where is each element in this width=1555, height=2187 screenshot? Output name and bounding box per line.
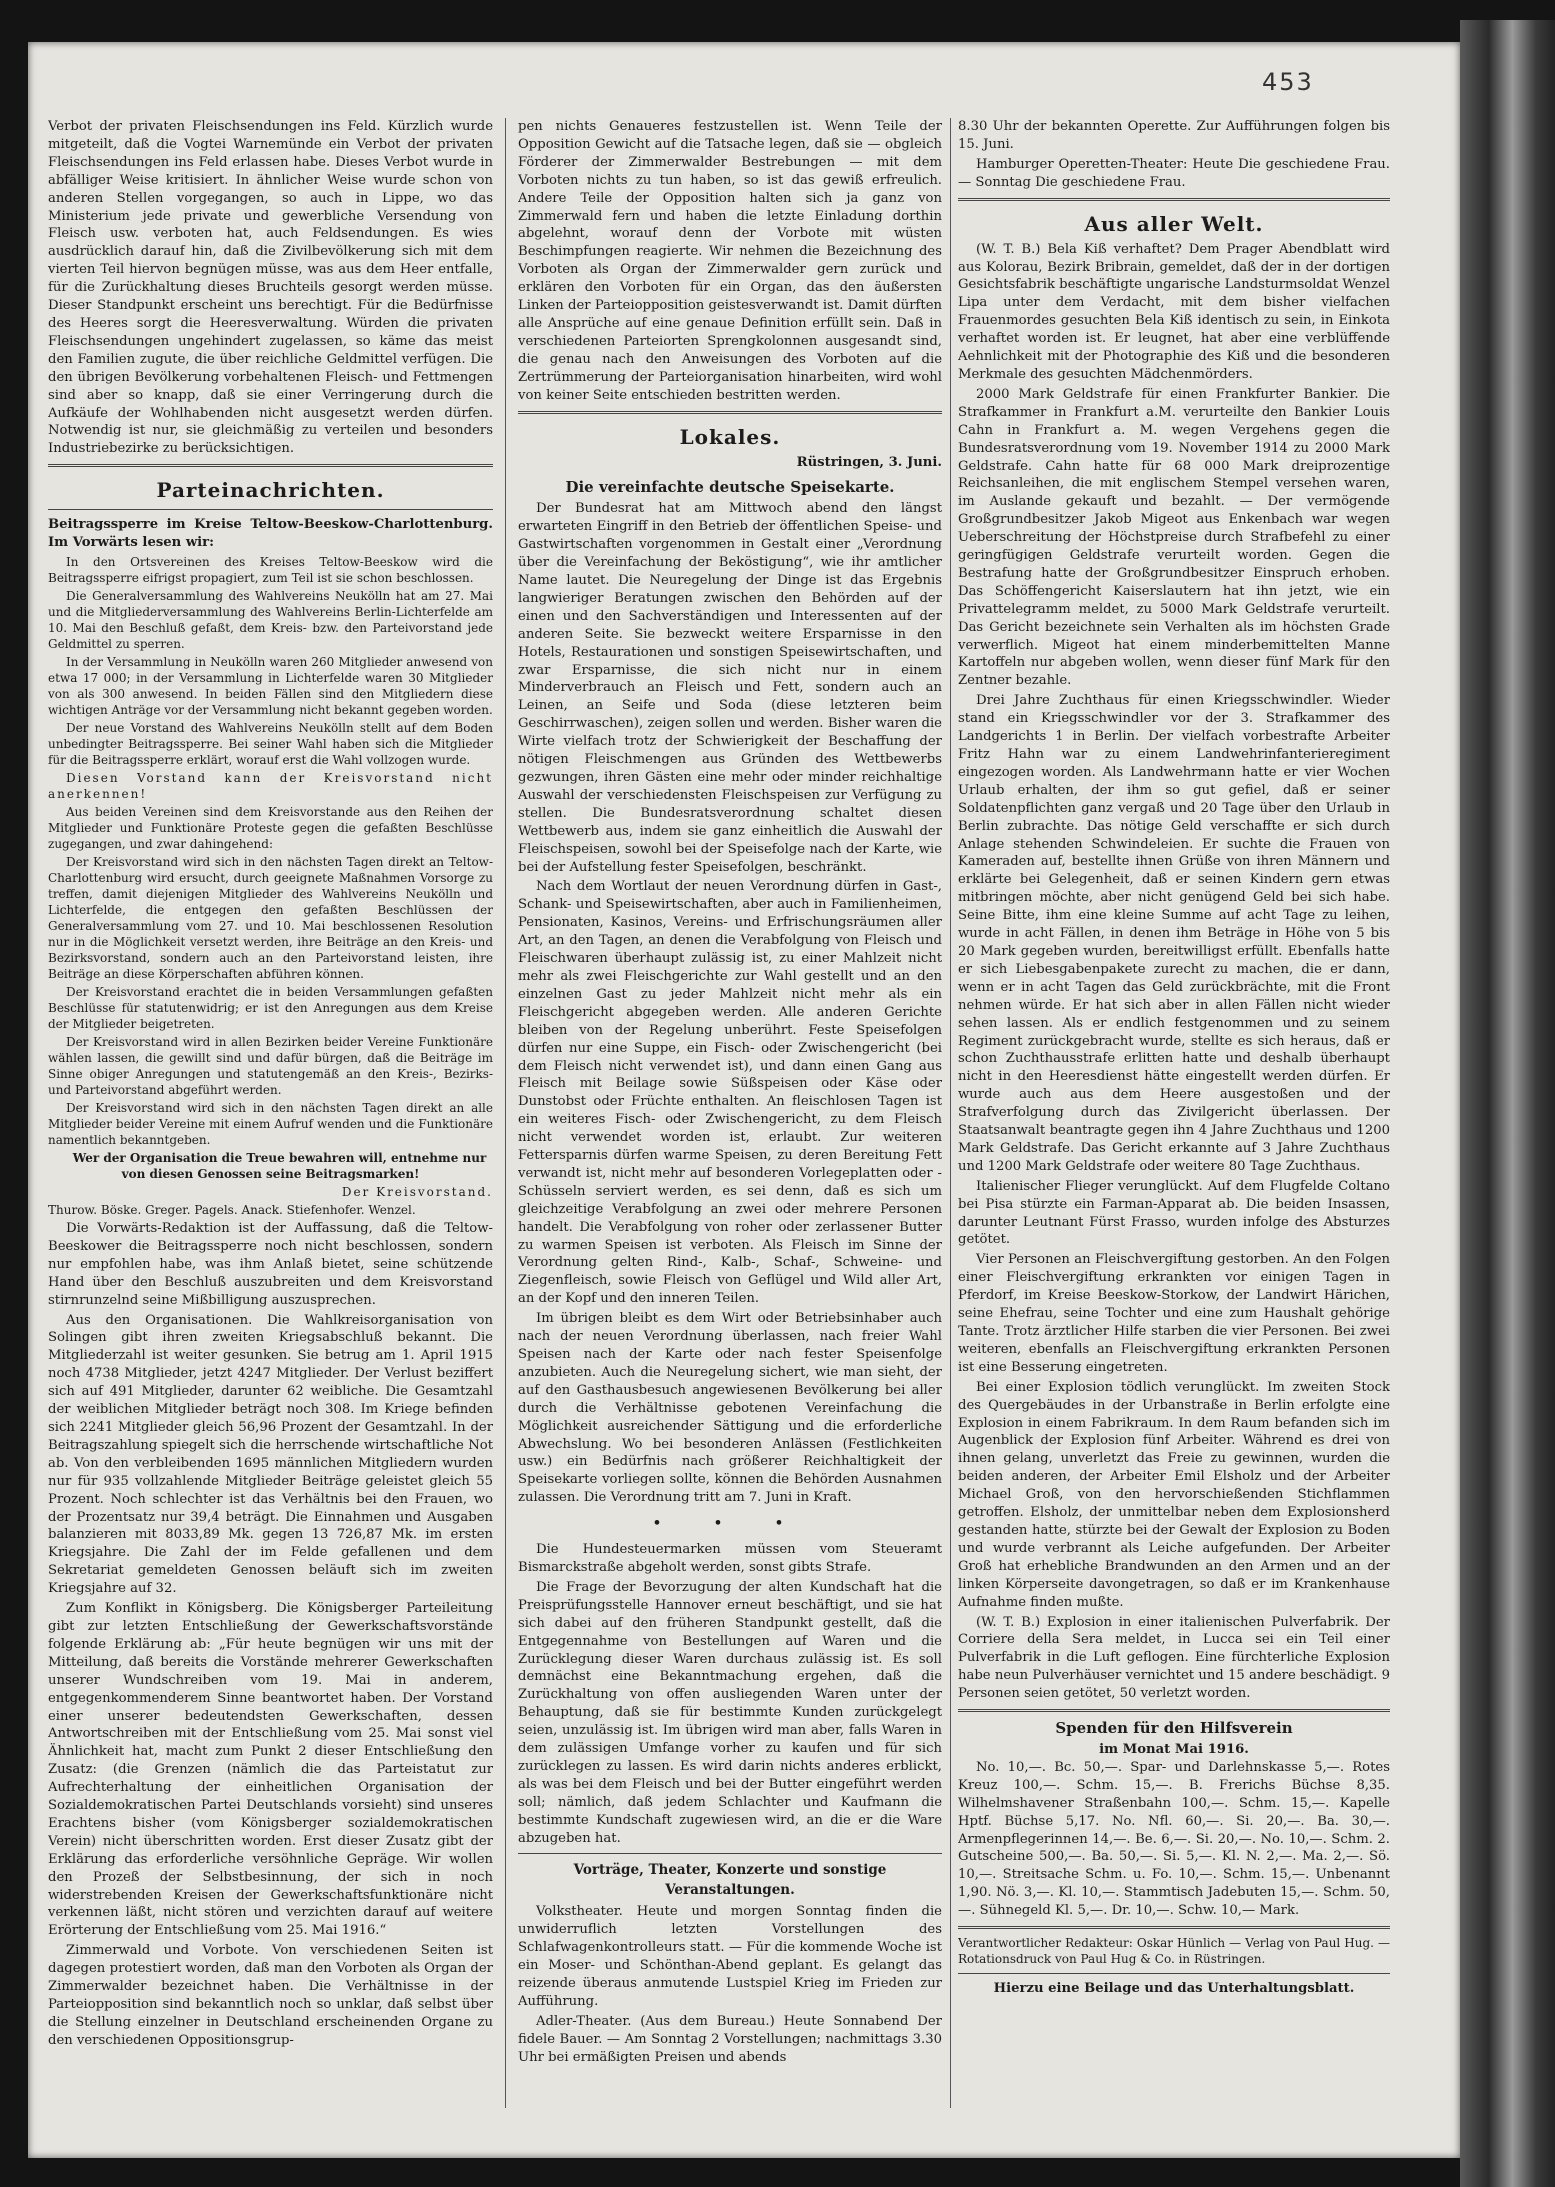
section-heading-lokales: Lokales. — [679, 424, 781, 449]
article-koenigsberg: Zum Konflikt in Königsberg. Die Königsberger Parteileitung gibt zur letzten Entschließung der Gewerkschaftsvorstände folgende Erklärung ab: „Für heute begnügen wir uns mit der Mitteilung, daß bereits die Vorstände mehrerer Gewerkschaften unserer Wundschreiben vom 19. Mai in anderem, entgegenkommenderem Sinne beantwortet haben. Der Vorstand einer unserer bedeutendsten Gewerkschaften, dessen Antwortschreiben mit der Entschließung vom 25. Mai sonst viel Ähnlichkeit hat, macht zum Punkt 2 dieser Entschließung den Zusatz: (die Grenzen (nämlich die das Parteistatut zur Aufrechterhaltung der einheitlichen Organisation der Sozialdemokratischen Partei Deutschlands vorsieht) sind unseres Erachtens bisher (vom Königsberger sozialdemokratischen Verein) nicht überschritten worden. Erst dieser Zusatz gibt der Erklärung das erforderliche versöhnliche Gepräge. Wir wollen den Prozeß der Selbstbesinnung, der sich in noch widerstrebenden Kreisen der Gewerkschaftsfunktionäre nicht verkennen läßt, nicht stören und verzichten darauf auf weitere Erörterung der Entschließung vom 25. Mai 1916.“ — [48, 1601, 493, 1939]
article-paragraph: Der Kreisvorstand wird in allen Bezirken beider Vereine Funktionäre wählen lassen, die gewillt sind und dafür bürgen, daß die Beiträge im Sinne obiger Anregungen und statutengemäß an den Kreis-, Bezirks- und Parteivorstand abgeführt werden. — [48, 1035, 493, 1098]
page-number: 453 — [1262, 68, 1314, 96]
imprint: Verantwortlicher Redakteur: Oskar Hünlich — Verlag von Paul Hug. — Rotationsdruck von Paul Hug & Co. in Rüstringen. — [958, 1936, 1390, 1967]
section-heading-aus-aller-welt: Aus aller Welt. — [1084, 211, 1264, 236]
section-rule — [48, 509, 493, 510]
section-rule — [518, 411, 942, 414]
article-paragraph: In der Versammlung in Neukölln waren 260 Mitglieder anwesend von etwa 17 000; in der Versammlung in Lichterfelde waren 30 Mitglieder von als 300 anwesend. In beiden Fällen sind den Mitgliedern diese wichtigen Anträge vor der Versammlung nicht bekannt gegeben worden. — [48, 655, 493, 718]
signature: Der Kreisvorstand. — [341, 1185, 493, 1200]
article-bela-kiss: (W. T. B.) Bela Kiß verhaftet? Dem Prager Abendblatt wird aus Kolorau, Bezirk Bribrain, gemeldet, daß der in der dortigen Gesichtsfabrik beschäftigte ungarische Landsturmsoldat Wenzel Lipa unter dem Verdacht, mit dem bisher vielfachen Frauenmordes gesuchten Bela Kiß identisch zu sein, in Einkota verhaftet worden ist. Er leugnet, hat aber eine verblüffende Aehnlichkeit mit der Photographie des Kiß und die besonderen Merkmale des gesuchten Mädchenmörders. — [958, 241, 1390, 382]
dateline: Rüstringen, 3. Juni. — [796, 454, 942, 470]
section-separator: • • • — [652, 1516, 808, 1532]
article-organisationen: Aus den Organisationen. Die Wahlkreisorganisation von Solingen gibt ihren zweiten Kriegsabschluß bekannt. Die Mitgliederzahl ist weiter gesunken. Sie betrug am 1. April 1915 noch 4738 Mitglieder, jetzt 4247 Mitglieder. Der Verlust beziffert sich auf 491 Mitglieder, darunter 62 weibliche. Die Gesamtzahl der weiblichen Mitglieder beträgt noch 308. Im Kriege befinden sich 2241 Mitglieder gleich 56,96 Prozent der Gesamtzahl. In der Beitragszahlung spiegelt sich die herrschende wirtschaftliche Not ab. Von den verbleibenden 1695 männlichen Mitgliedern wurden nur für 935 vollzahlende Mitglieder Beiträge geleistet gleich 55 Prozent. Noch schlechter ist das Verhältnis bei den Frauen, wo der Prozentsatz nur 39,4 beträgt. Die Einnahmen und Ausgaben balanzieren mit 8033,89 Mk. gegen 13 726,87 Mk. im ersten Kriegsjahre. Die Zahl der im Felde gefallenen und dem Sekretariat gemeldeten Genossen beläuft sich im zweiten Kriegsjahre auf 32. — [48, 1312, 493, 1597]
article-explosion-italien: (W. T. B.) Explosion in einer italienischen Pulverfabrik. Der Corriere della Sera meldet, in Lucca sei ein Teil einer Pulverfabrik in die Luft geflogen. Eine fürchterliche Explosion habe neun Pulverhäuser vernichtet und 15 andere beschädigt. 9 Personen seien getötet, 50 verletzt worden. — [958, 1614, 1390, 1702]
article-paragraph: Diesen Vorstand kann der Kreisvorstand nicht anerkennen! — [48, 771, 493, 802]
column-left — [48, 118, 493, 2113]
article-zimmerwald: Zimmerwald und Vorbote. Von verschiedenen Seiten ist dagegen protestiert worden, daß man den Vorboten als Organ der Zimmerwalder bezeichnet haben. Die Verhältnisse in der Parteiopposition sind bekanntlich noch so unklar, daß selbst über die Stellung einzelner in Deutschland erscheinenden Organe zu den verschiedenen Oppositionsgrup- — [48, 1943, 493, 2048]
column-middle — [518, 118, 942, 2113]
section-rule — [958, 1926, 1390, 1929]
article-fleischsendungen: Verbot der privaten Fleischsendungen ins Feld. Kürzlich wurde mitgeteilt, daß die Vogtei Warnemünde ein Verbot der privaten Fleischsendungen ins Feld erlassen habe. Dieses Verbot wurde in abfälliger Weise kritisiert. In ähnlicher Weise wurde schon von anderen Stellen vorgegangen, so auch in Lippe, wo das Ministerium jede private und gewerbliche Versendung von Fleisch usw. verboten hat, auch Feldsendungen. Es wies ausdrücklich darauf hin, daß die Zivilbevölkerung sich mit dem vierten Teil hiervon begnügen müsse, was aus dem Heer entfalle, für die Zurückhaltung dieses Bruchteils gesorgt werden müsse. Dieser Standpunkt erscheint uns berechtigt. Für die Bedürfnisse des Heeres sorgt die Heeresverwaltung. Würden die privaten Fleischsendungen ungehindert zugelassen, so käme das meist den Familien zugute, die über reichliche Geldmittel verfügen. Die den übrigen Bevölkerung vorbehaltenen Fleisch- und Fettmengen sind aber so knapp, daß sie einer Verringerung durch die Aufkäufe der Wohlhabenden nicht ausgesetzt werden dürfen. Notwendig ist nur, sie gleichmäßig zu verteilen und besonders Industriebezirke zu berücksichtigen. — [48, 119, 493, 457]
article-continuation: pen nichts Genaueres festzustellen ist. Wenn Teile der Opposition Gewicht auf die Tatsache legen, daß sie — obgleich Förderer der Zimmerwalder Bestrebungen — mit dem Vorboten nichts zu tun haben, so ist das gewiß erfreulich. Andere Teile der Opposition halten sich ja ganz von Zimmerwald fern und haben die letzte Einladung dorthin abgelehnt, worauf denn der Vorbote mit wüsten Beschimpfungen reagierte. Wir nehmen die Bezeichnung des Vorboten als Organ der Zimmerwalder gern zurück und erklären den Vorboten für ein Organ, das den äußersten Linken der Parteiopposition geistesverwandt ist. Damit dürften alle Ansprüche auf eine genaue Definition erfüllt sein. Daß in verschiedenen Parteiorten Sprengkolonnen ausgesandt sind, die genau nach den Anweisungen des Vorboten auf die Zertrümmerung der Parteiorganisation hinarbeiten, wird wohl von keiner Seite entschieden bestritten werden. — [518, 119, 942, 403]
article-adler-theater: Adler-Theater. (Aus dem Bureau.) Heute Sonnabend Der fidele Bauer. — Am Sonntag 2 Vorstellungen; nachmittags 3.30 Uhr bei ermäßigten Preisen und abends — [518, 2013, 942, 2065]
article-hundesteuer: Die Hundesteuermarken müssen vom Steueramt Bismarckstraße abgeholt werden, sonst gibts Strafe. — [518, 1542, 942, 1575]
section-rule — [958, 198, 1390, 201]
article-kundschaft: Die Frage der Bevorzugung der alten Kundschaft hat die Preisprüfungsstelle Hannover erneut beschäftigt, und sie hat sich dabei auf den früheren Standpunkt gestellt, daß die Entgegennahme von Bestellungen auf Waren und die Zurücklegung dieser Waren durchaus zulässig ist. Es soll demnächst eine Bekanntmachung ergehen, daß die Zurückhaltung von offen ausliegenden Waren unter der Behauptung, daß sie für bestimmte Kunden zurückgelegt seien, unzulässig ist. Im übrigen wird man aber, falls Waren in dem zulässigen Umfange vorher zu kaufen und für sich zurücklegen zu lassen. Es wird darin nichts anderes erblickt, als was bei dem Fleisch und bei der Butter eingeführt werden soll; nämlich, daß jedem Schlachter und Kaufmann die bestimmte Kundschaft zugewiesen wird, an die er die Ware abzugeben hat. — [518, 1579, 942, 1846]
article-paragraph: Der Kreisvorstand wird sich in den nächsten Tagen direkt an alle Mitglieder beider Vereine mit einem Aufruf wenden und die Funktionäre namentlich bekanntgeben. — [48, 1101, 493, 1148]
column-divider — [505, 118, 506, 2108]
article-paragraph: Nach dem Wortlaut der neuen Verordnung dürfen in Gast-, Schank- und Speisewirtschaften, aber auch in Familienheimen, Pensionaten, Kasinos, Vereins- und Erfrischungsräumen aller Art, an den Tagen, an denen die Verabfolgung von Fleisch und Fleischwaren überhaupt zulässig ist, zu einer Mahlzeit nicht mehr als zwei Fleischgerichte zur Wahl gestellt und an den einzelnen Gast zu jeder Mahlzeit nicht mehr als ein Fleischgericht abgegeben werden. Alle anderen Gerichte bleiben von der Regelung unberührt. Feste Speisefolgen dürfen nur eine Suppe, ein Fisch- oder Zwischengericht (bei dem Fleisch nicht verwendet ist), und dann einen Gang aus Fleisch mit Beilage sowie Süßspeisen oder Käse oder Dunstobst oder Früchte enthalten. An fleischlosen Tagen ist ein weiteres Fisch- oder Zwischengericht, zu dem Fleisch nicht verwendet worden ist, erlaubt. Zur weiteren Fettersparnis dürfen warme Speisen, zu deren Bereitung Fett verwandt ist, nicht mehr auf besonderen Vorlegeplatten oder -Schüsseln serviert werden, es sei denn, daß es sich um gleichzeitige Verabfolgung an zwei oder mehrere Personen handelt. Die Verabfolgung von roher oder zerlassener Butter zu warmen Speisen ist verboten. Als Fleisch im Sinne der Verordnung gelten Rind-, Kalb-, Schaf-, Schweine- und Ziegenfleisch, sowie Fleisch von Geflügel und Wild aller Art, an der Kopf und den inneren Teilen. — [518, 879, 942, 1307]
article-heading-speisekarte: Die vereinfachte deutsche Speisekarte. — [565, 478, 895, 497]
supplement-note: Hierzu eine Beilage und das Unterhaltungsblatt. — [993, 1981, 1355, 1997]
column-right — [958, 118, 1390, 2113]
article-kriegsschwindler: Drei Jahre Zuchthaus für einen Kriegsschwindler. Wieder stand ein Kriegsschwindler vor der 3. Strafkammer des Landgerichts 1 in Berlin. Der vielfach vorbestrafte Arbeiter Fritz Hahn war zu einem Landwehrinfanterieregiment eingezogen worden. Als Landwehrmann hatte er vier Wochen Urlaub erhalten, der ihm so gut gefiel, daß er seiner Soldatenpflichten ganz vergaß und 20 Tage über den Urlaub in Berlin zubrachte. Das nötige Geld verschaffte er sich durch Anlage stehenden Schwindeleien. Er suchte die Frauen von Kameraden auf, bestellte ihnen Grüße von ihren Männern und erklärte bei Gelegenheit, daß er seinen Kindern gern etwas mitbringen möchte, aber nicht genügend Geld bei sich habe. Seine Bitte, ihm eine kleine Summe auf acht Tage zu leihen, wurde in acht Fällen, in denen ihm Beträge in Höhe von 5 bis 20 Mark gegeben wurden, bereitwilligst erfüllt. Ebenfalls hatte er sich Liebesgabenpakete zurecht zu machen, die er dann, wenn er in acht Tagen das Geld zurückbrächte, mit die Front nehmen würde. Er hat sich aber in allen Fällen nicht wieder sehen lassen. Als er endlich festgenommen und zu seinem Regiment zurückgebracht wurde, stellte es sich heraus, daß er schon Zuchthausstrafe erlitten hatte und deshalb überhaupt nicht in den Heeresdienst hätte eingestellt werden dürfen. Er wurde auch aus dem Heere ausgestoßen und der Strafverfolgung durch das Zivilgericht überlassen. Der Staatsanwalt beantragte gegen ihn 4 Jahre Zuchthaus und 1200 Mark Geldstrafe. Das Gericht erkannte auf 3 Jahre Zuchthaus und 1200 Mark Geldstrafe oder weitere 80 Tage Zuchthaus. — [958, 693, 1390, 1174]
section-rule — [48, 464, 493, 467]
section-heading-spenden: Spenden für den Hilfsverein — [1055, 1719, 1293, 1738]
article-bankier: 2000 Mark Geldstrafe für einen Frankfurter Bankier. Die Strafkammer in Frankfurt a.M. verurteilte den Bankier Louis Cahn in Frankfurt a. M. wegen Vergehens gegen die Bundesratsverordnung vom 19. November 1914 zu 2000 Mark Geldstrafe. Cahn hatte für 68 000 Mark dreiprozentige Reichsanleihen, die mit englischem Stempel versehen waren, im Auslande gekauft und bezahlt. — Der vermögende Großgrundbesitzer Jakob Migeot aus Enkenbach war wegen Ueberschreitung der Höchstpreise durch Strafbefehl zu einer geringfügigen Geldstrafe verurteilt worden. Gegen die Bestrafung hatte der Großgrundbesitzer Einspruch erhoben. Das Schöffengericht Kaiserslautern hat ihn jetzt, wie ein Privattelegramm meldet, zu 5000 Mark Geldstrafe verurteilt. Das Gericht bezeichnete sein Verhalten als im höchsten Grade verwerflich. Migeot hat einem minderbemittelten Manne Kartoffeln nur abgeben wollen, wenn dieser fünf Mark für den Zentner bezahle. — [958, 386, 1390, 689]
article-lead: Beitragssperre im Kreise Teltow-Beeskow-Charlottenburg. Im Vorwärts lesen wir: — [48, 517, 493, 551]
article-paragraph: Der neue Vorstand des Wahlvereins Neukölln stellt auf dem Boden unbedingter Beitragssperre. Bei seiner Wahl haben sich die Mitglieder für die Beitragssperre erklärt, worauf erst die Wahl vollzogen wurde. — [48, 721, 493, 768]
article-explosion-berlin: Bei einer Explosion tödlich verunglückt. Im zweiten Stock des Quergebäudes in der Urbanstraße in Berlin erfolgte eine Explosion in einem Fabrikraum. In dem Raum befanden sich im Augenblick der Explosion fünf Arbeiter. Während es drei von ihnen gelang, unverletzt das Freie zu gewinnen, wurden die beiden anderen, der Arbeiter Emil Elsholz und der Arbeiter Michael Groß, von den hervorschießenden Stichflammen getroffen. Elsholz, der unmittelbar neben dem Explosionsherd gestanden hatte, stürzte bei der Gewalt der Explosion zu Boden und wurde verbrannt als Leiche aufgefunden. Der Arbeiter Groß hat erhebliche Brandwunden an den Armen und an der linken Körperseite davongetragen, so daß er im Krankenhause Aufnahme finden mußte. — [958, 1379, 1390, 1610]
article-fleischvergiftung: Vier Personen an Fleischvergiftung gestorben. An den Folgen einer Fleischvergiftung erkrankten vor einigen Tagen in Pferdorf, im Kreise Beeskow-Storkow, der Landwirt Härichen, seine Ehefrau, seine Tochter und eine zum Haushalt gehörige Tante. Trotz ärztlicher Hilfe starben die vier Personen. Bei zwei weiteren, ebenfalls an Fleischvergiftung erkrankten Personen ist eine Besserung eingetreten. — [958, 1252, 1390, 1375]
article-paragraph: Im übrigen bleibt es dem Wirt oder Betriebsinhaber auch nach der neuen Verordnung überlassen, nach freier Wahl Speisen nach der Karte oder nach fester Speisenfolge anzubieten. Auch die Neuregelung sichert, wie man sieht, der auf den Gasthausbesuch angewiesenen Bevölkerung bei aller durch die Verhältnisse gebotenen Vereinfachung die Möglichkeit ausreichender Sättigung und die erforderliche Abwechslung. Wo bei besonderen Anlässen (Festlichkeiten usw.) ein Bedürfnis nach größerer Reichhaltigkeit der Speisekarte vorliegen sollte, können die Behörden Ausnahmen zulassen. Die Verordnung tritt am 7. Juni in Kraft. — [518, 1311, 942, 1506]
donations-list: No. 10,—. Bc. 50,—. Spar- und Darlehnskasse 5,—. Rotes Kreuz 100,—. Schm. 15,—. B. Frerichs Büchse 8,35. Wilhelmshavener Straßenbahn 100,—. Schm. 15,—. Kapelle Hptf. Büchse 5,17. No. Nfl. 60,—. Si. 20,—. Ba. 30,—. Armenpflegerinnen 14,—. Be. 6,—. Si. 20,—. No. 10,—. Schm. 2. Gutscheine 500,—. Ba. 50,—. Si. 5,—. Kl. N. 2,—. Ma. 2,—. Sö. 10,—. Streitsache Schm. u. Fo. 10,—. Schm. 15,—. Unbenannt 1,90. Nö. 3,—. Kl. 10,—. Stammtisch Jadebuten 15,—. Schm. 50,—. Sühnegeld Kl. 5,—. Dr. 10,—. Schw. 10,— Mark. — [958, 1759, 1390, 1919]
section-heading-parteinachrichten: Parteinachrichten. — [156, 478, 385, 503]
section-rule — [958, 1973, 1390, 1974]
article-paragraph: Der Kreisvorstand wird sich in den nächsten Tagen direkt an Teltow-Charlottenburg wird ersucht, durch geeignete Maßnahmen Vorsorge zu treffen, damit diejenigen Mitglieder des Wahlvereins Neukölln und Lichterfelde, die entgegen den gefaßten Beschlüssen der Generalversammlung vom 27. und 10. Mai beschlossenen Resolution nur in die Möglichkeit versetzt werden, ihre Beiträge an den Kreis- und Bezirksvorstand, sondern auch an den Parteivorstand leisten, ihre Beiträge an diese Körperschaften abführen können. — [48, 855, 493, 982]
article-paragraph: Wer der Organisation die Treue bewahren will, entnehme nur von diesen Genossen seine Beitragsmarken! — [72, 1151, 487, 1182]
section-rule — [518, 1853, 942, 1854]
article-continuation: 8.30 Uhr der bekannten Operette. Zur Aufführungen folgen bis 15. Juni. — [958, 119, 1390, 152]
section-heading-veranstaltungen: Vorträge, Theater, Konzerte und sonstige Veranstaltungen. — [573, 1862, 887, 1899]
article-hamburger-theater: Hamburger Operetten-Theater: Heute Die geschiedene Frau. — Sonntag Die geschiedene Frau. — [958, 156, 1390, 190]
article-paragraph: In den Ortsvereinen des Kreises Teltow-Beeskow wird die Beitragssperre eifrigst propagiert, zum Teil ist sie schon beschlossen. — [48, 555, 493, 586]
article-flieger: Italienischer Flieger verunglückt. Auf dem Flugfelde Coltano bei Pisa stürzte ein Farman-Apparat ab. Die beiden Insassen, darunter Leutnant Fürst Frasso, wurden infolge des Absturzes getötet. — [958, 1178, 1390, 1248]
article-volkstheater: Volkstheater. Heute und morgen Sonntag finden die unwiderruflich letzten Vorstellungen des Schlafwagenkontrolleurs statt. — Für die kommende Woche ist ein Moser- und Schönthan-Abend geplant. Es gelangt das reizende überaus anmutende Lustspiel Krieg im Frieden zur Aufführung. — [518, 1904, 942, 2009]
article-paragraph: Die Generalversammlung des Wahlvereins Neukölln hat am 27. Mai und die Mitgliederversammlung des Wahlvereins Berlin-Lichterfelde am 10. Mai den Beschluß gefaßt, dem Kreis- bzw. den Parteivorstand jede Geldmittel zu sperren. — [48, 589, 493, 652]
signatories: Thurow. Böske. Greger. Pagels. Anack. Stiefenhofer. Wenzel. — [48, 1203, 416, 1218]
article-paragraph: Die Vorwärts-Redaktion ist der Auffassung, daß die Teltow-Beeskower die Beitragssperre noch nicht beschlossen, sondern nur empfohlen habe, was ihm Anlaß bietet, seine schützende Hand über den Beschluß auszubreiten und dem Kreisvorstand stirnrunzelnd seine Mißbilligung auszusprechen. — [48, 1221, 493, 1308]
article-paragraph: Der Kreisvorstand erachtet die in beiden Versammlungen gefaßten Beschlüsse für statutenwidrig; er ist den Anregungen aus dem Kreise der Mitglieder beigetreten. — [48, 985, 493, 1032]
article-paragraph: Der Bundesrat hat am Mittwoch abend den längst erwarteten Eingriff in den Betrieb der öffentlichen Speise- und Gastwirtschaften vorgenommen in Gestalt einer „Verordnung über die Vereinfachung der Beköstigung“, wie ihr amtlicher Name lautet. Die Neuregelung der Dinge ist das Ergebnis langwieriger Beratungen zwischen den Behörden auf der einen und den Sachverständigen und Interessenten auf der anderen Seite. Sie bezweckt weitere Ersparnisse in den Hotels, Restaurationen und sonstigen Speisewirtschaften, und zwar Ersparnisse, die sich nicht nur in einem Minderverbrauch an Fleisch und Fett, sondern auch an Leinen, an Seife und Soda (diese letzteren beim Geschirrwaschen), zeigen sollen und werden. Bisher waren die Wirte vielfach trotz der Schwierigkeit der Beschaffung der nötigen Fleischmengen aus Gründen des Wettbewerbs gezwungen, ihren Gästen eine mehr oder minder reichhaltige Auswahl der verschiedensten Fleischspeisen zur Verfügung zu stellen. Die Bundesratsverordnung schaltet diesen Wettbewerb aus, indem sie ganz einheitlich die Auswahl der Fleischspeisen, sowohl bei der Speisefolge nach der Karte, wie bei der Aufstellung fester Speisefolgen, beschränkt. — [518, 501, 942, 875]
section-rule — [958, 1709, 1390, 1712]
book-spine-edge — [1460, 20, 1555, 2187]
section-subheading: im Monat Mai 1916. — [1099, 1742, 1249, 1758]
column-divider — [950, 118, 951, 2108]
article-paragraph: Aus beiden Vereinen sind dem Kreisvorstande aus den Reihen der Mitglieder und Funktionäre Proteste gegen die gefaßten Beschlüsse zugegangen, und zwar dahingehend: — [48, 805, 493, 852]
